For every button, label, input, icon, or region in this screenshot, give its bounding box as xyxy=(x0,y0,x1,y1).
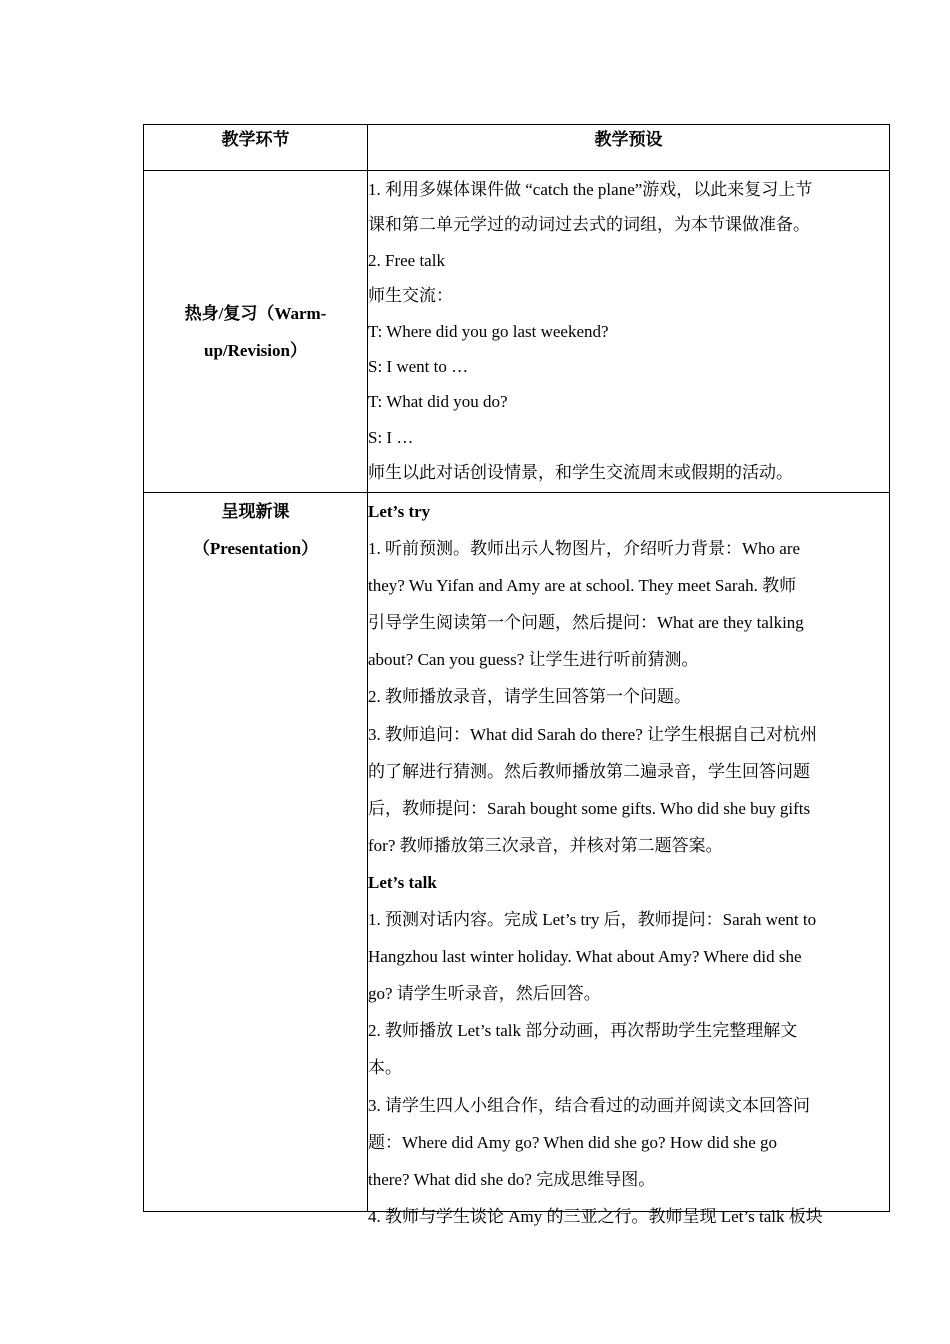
content-line: 2. Free talk xyxy=(368,250,445,270)
content-line: 题：Where did Amy go? When did she go? How did she go xyxy=(368,1132,778,1152)
header-stage: 教学环节 xyxy=(144,125,368,171)
content-line: 课和第二单元学过的动词过去式的词组，为本节课做准备。 xyxy=(368,215,810,235)
content-line: T: Where did you go last weekend? xyxy=(368,321,609,341)
content-line: T: What did you do? xyxy=(368,392,508,412)
content-line: S: I … xyxy=(368,427,414,447)
section-heading: Let’s try xyxy=(368,502,431,521)
content-line: 4. 教师与学生谈论 Amy 的三亚之行。教师呈现 Let’s talk 板块 xyxy=(368,1206,823,1226)
table-row xyxy=(144,171,890,493)
content-line: 引导学生阅读第一个问题，然后提问：What are they talking xyxy=(368,613,804,633)
content-line: 3. 请学生四人小组合作，结合看过的动画并阅读文本回答问 xyxy=(368,1095,810,1115)
content-line: 本。 xyxy=(368,1058,402,1078)
content-cell-presentation xyxy=(368,493,890,1226)
content-line: 师生交流： xyxy=(368,286,453,306)
content-line: 2. 教师播放 Let’s talk 部分动画，再次帮助学生完整理解文 xyxy=(368,1021,798,1041)
stage-label-line: 呈现新课 xyxy=(221,502,290,521)
content-line: they? Wu Yifan and Amy are at school. They meet Sarah. 教师 xyxy=(368,576,797,596)
table-row xyxy=(144,493,890,1212)
content-line: 3. 教师追问：What did Sarah do there? 让学生根据自己对杭州 xyxy=(368,724,818,744)
stage-label-line: up/Revision） xyxy=(204,340,307,360)
content-line: 的了解进行猜测。然后教师播放第二遍录音，学生回答问题 xyxy=(368,761,810,781)
content-cell-warmup xyxy=(368,171,890,493)
content-line: 2. 教师播放录音，请学生回答第一个问题。 xyxy=(368,687,691,707)
section-heading: Let’s talk xyxy=(368,872,437,892)
content-line: for? 教师播放第三次录音，并核对第二题答案。 xyxy=(368,835,723,855)
content-line: Hangzhou last winter holiday. What about Amy? Where did she xyxy=(368,947,802,967)
content-line: 后，教师提问：Sarah bought some gifts. Who did she buy gifts xyxy=(368,798,811,818)
content-line: S: I went to … xyxy=(368,357,469,377)
content-line: 师生以此对话创设情景，和学生交流周末或假期的活动。 xyxy=(368,463,793,483)
content-line: 1. 听前预测。教师出示人物图片，介绍听力背景：Who are xyxy=(368,539,801,559)
lesson-plan-table xyxy=(143,124,890,1226)
stage-cell-warmup xyxy=(144,171,368,493)
content-line: go? 请学生听录音，然后回答。 xyxy=(368,984,601,1004)
content-line: 1. 利用多媒体课件做 “catch the plane”游戏，以此来复习上节 xyxy=(368,180,813,199)
content-line: about? Can you guess? 让学生进行听前猜测。 xyxy=(368,650,699,670)
content-line: there? What did she do? 完成思维导图。 xyxy=(368,1169,656,1189)
stage-cell-presentation xyxy=(144,493,368,1212)
stage-label-line: （Presentation） xyxy=(192,539,319,558)
header-plan: 教学预设 xyxy=(368,125,890,171)
presentation-content xyxy=(368,493,889,1226)
content-line: 1. 预测对话内容。完成 Let’s try 后，教师提问：Sarah went to xyxy=(368,910,817,930)
stage-label-line: 热身/复习（Warm- xyxy=(184,303,327,323)
table-header-row xyxy=(144,125,890,171)
